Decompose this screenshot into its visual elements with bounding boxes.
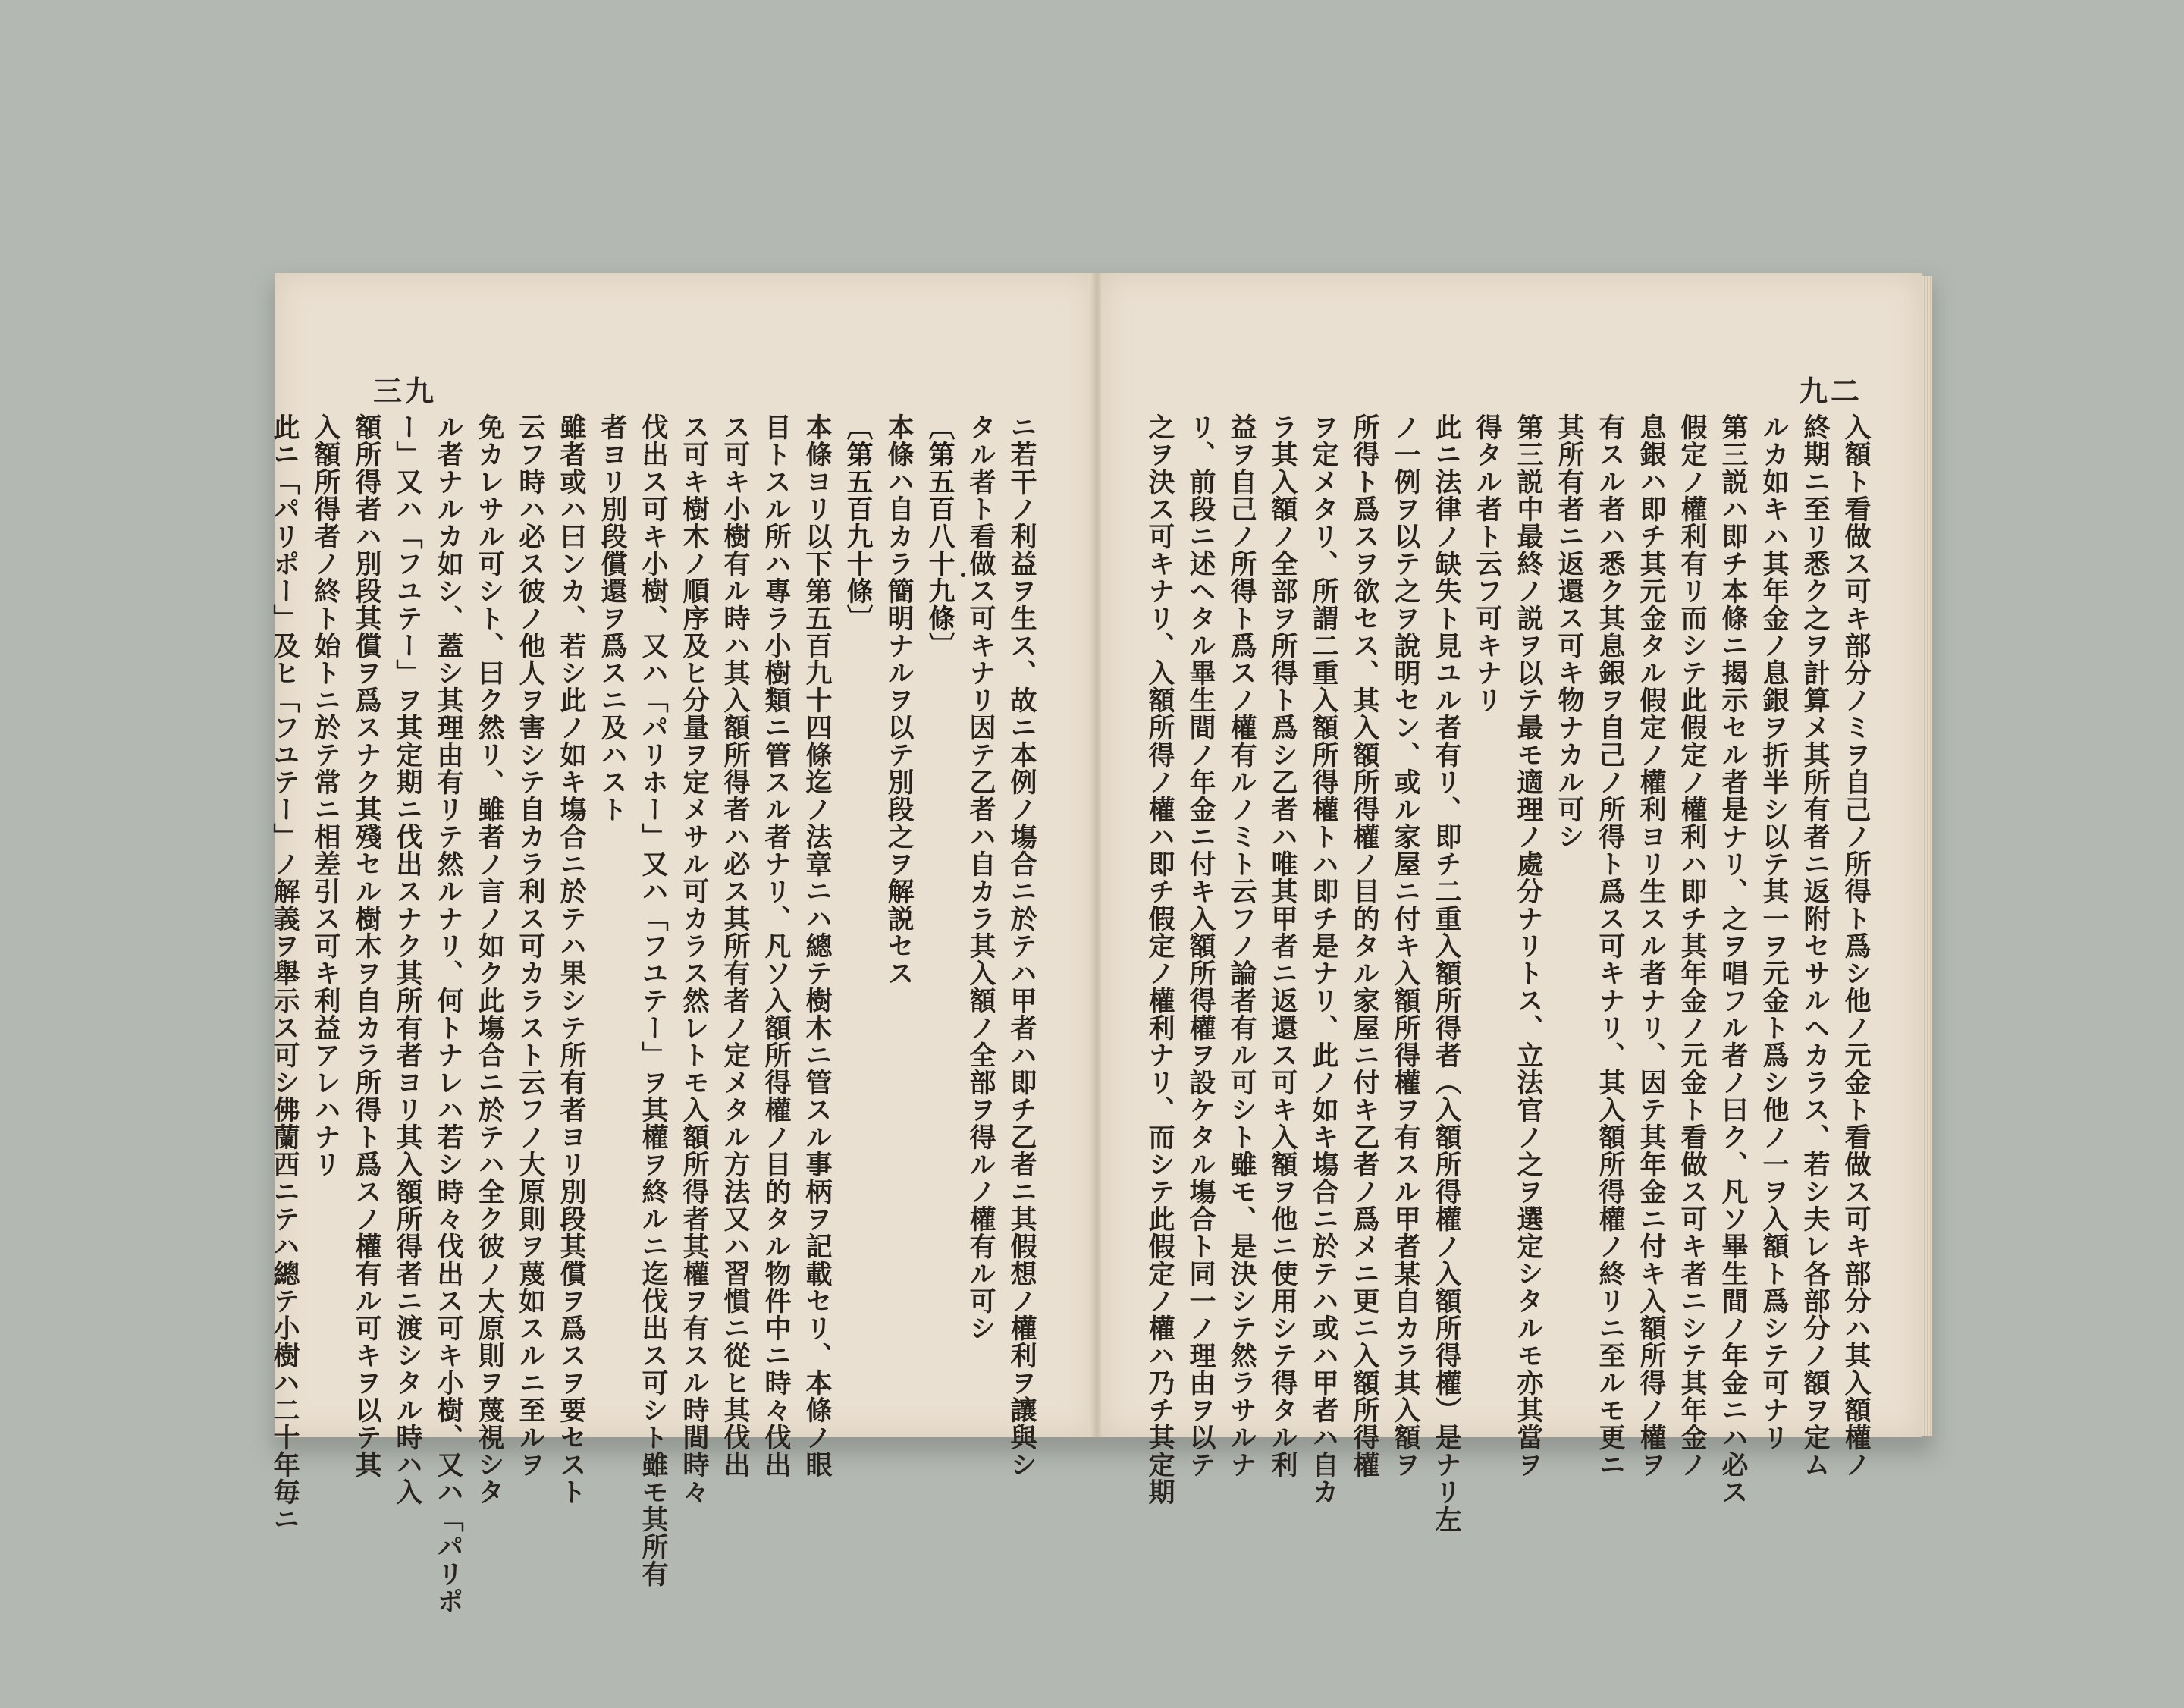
text-column: 本條ヨリ以下第五百九十四條迄ノ法章ニハ總テ樹木ニ管スル事柄ヲ記載セリ、本條ノ眼 <box>802 413 833 1478</box>
left-page <box>269 273 1096 1615</box>
text-column: 入額ト看做ス可キ部分ノミヲ自己ノ所得ト爲シ他ノ元金ト看做ス可キ部分ハ其入額權ノ <box>1840 413 1872 1478</box>
article-heading: 〔第五百九十條〕 <box>843 413 874 632</box>
text-column: 息銀ハ即チ其元金タル假定ノ權利ヨリ生スル者ナリ、因テ其年金ニ付キ入額所得ノ權ヲ <box>1636 413 1667 1478</box>
text-column: 此ニ法律ノ缺失ト見ユル者有リ、即チ二重入額所得者（入額所得權ノ入額所得權）是ナリ左 <box>1431 413 1462 1533</box>
text-column: ー」又ハ「フユテー」ヲ其定期ニ伐出スナク其所有者ヨリ其入額所得者ニ渡シタル時ハ入 <box>392 413 423 1505</box>
text-column: 額所得者ハ別段其償ヲ爲スナク其殘セル樹木ヲ自カラ所得ト爲スノ權有ル可キヲ以テ其 <box>351 413 382 1478</box>
right-page <box>1101 273 1922 1533</box>
right-page-number: 九二 <box>1799 374 1863 408</box>
text-column: 者ヨリ別段償還ヲ爲スニ及ハスト <box>597 413 628 823</box>
right-page-text <box>1133 413 1876 1533</box>
text-column: 雖者或ハ曰ンカ、若シ此ノ如キ塲合ニ於テハ果シテ所有者ヨリ別段其償ヲ爲スヲ要セスト <box>556 413 587 1505</box>
text-column: 得タル者ト云フ可キナリ <box>1472 413 1503 714</box>
text-column: 云フ時ハ必ス彼ノ他人ヲ害シテ自カラ利ス可カラスト云フノ大原則ヲ蔑如スルニ至ルヲ <box>515 413 546 1478</box>
text-column: 第三説中最終ノ説ヲ以テ最モ適理ノ處分ナリトス、立法官ノ之ヲ選定シタルモ亦其當ヲ <box>1513 413 1544 1478</box>
text-column: ニ若干ノ利益ヲ生ス、故ニ本例ノ塲合ニ於テハ甲者ハ即チ乙者ニ其假想ノ權利ヲ讓與シ <box>1006 413 1037 1478</box>
text-column: ル者ナルカ如シ、蓋シ其理由有リテ然ルナリ、何トナレハ若シ時々伐出ス可キ小樹、又ハ「パリポ <box>433 413 464 1615</box>
text-column: 之ヲ決ス可キナリ、入額所得ノ權ハ即チ假定ノ權利ナリ、而シテ此假定ノ權ハ乃チ其定期 <box>1144 413 1175 1505</box>
text-column: ラ其入額ノ全部ヲ所得ト爲シ乙者ハ唯其甲者ニ返還ス可キ入額ヲ他ニ使用シテ得タル利 <box>1267 413 1298 1478</box>
text-column: 本條ハ自カラ簡明ナルヲ以テ別段之ヲ解説セス <box>883 413 915 987</box>
text-column: 其所有者ニ返還ス可キ物ナカル可シ <box>1554 413 1585 850</box>
text-column: 終期ニ至リ悉ク之ヲ計算メ其所有者ニ返附セサルヘカラス、若シ夫レ各部分ノ額ヲ定ム <box>1800 413 1831 1478</box>
text-column: ス可キ樹木ノ順序及ヒ分量ヲ定メサル可カラス然レトモ入額所得者其權ヲ有スル時間時々 <box>679 413 710 1505</box>
text-column: ヲ定メタリ、所謂二重入額所得權トハ即チ是ナリ、此ノ如キ塲合ニ於テハ或ハ甲者ハ自カ <box>1308 413 1339 1505</box>
text-column: 第三説ハ即チ本條ニ揭示セル者是ナリ、之ヲ唱フル者ノ曰ク、凡ソ畢生間ノ年金ニハ必ス <box>1718 413 1749 1505</box>
text-column: 所得ト爲スヲ欲セス、其入額所得權ノ目的タル家屋ニ付キ乙者ノ爲メニ更ニ入額所得權 <box>1349 413 1380 1478</box>
left-page-number: 三九 <box>373 374 438 408</box>
left-page-text <box>269 413 1042 1615</box>
text-column: 伐出ス可キ小樹、又ハ「パリホー」又ハ「フユテー」ヲ其權ヲ終ルニ迄伐出ス可シト雖モ其所有 <box>638 413 669 1587</box>
article-heading: 〔第五百八十九條〕 <box>924 413 956 659</box>
text-column: ルカ如キハ其年金ノ息銀ヲ折半シ以テ其一ヲ元金ト爲シ他ノ一ヲ入額ト爲シテ可ナリ <box>1759 413 1790 1451</box>
text-column: タル者ト看做ス可キナリ因テ乙者ハ自カラ其入額ノ全部ヲ得ルノ權有ル可シ <box>965 413 996 1342</box>
text-column: 入額所得者ノ終ト始トニ於テ常ニ相差引ス可キ利益アレハナリ <box>310 413 341 1178</box>
page-edges <box>1922 276 1932 1436</box>
text-column: ノ一例ヲ以テ之ヲ說明セン、或ル家屋ニ付キ入額所得權ヲ有スル甲者某自カラ其入額ヲ <box>1390 413 1421 1478</box>
text-column: 益ヲ自己ノ所得ト爲スノ權有ルノミト云フノ論者有ル可シト雖モ、是決シテ然ラサルナ <box>1226 413 1257 1478</box>
text-column: 目トスル所ハ專ラ小樹類ニ管スル者ナリ、凡ソ入額所得權ノ目的タル物件中ニ時々伐出 <box>761 413 792 1478</box>
text-column: 免カレサル可シト、曰ク然リ、雖者ノ言ノ如ク此塲合ニ於テハ全ク彼ノ大原則ヲ蔑視シタ <box>474 413 505 1505</box>
text-column: ス可キ小樹有ル時ハ其入額所得者ハ必ス其所有者ノ定メタル方法又ハ習慣ニ從ヒ其伐出 <box>720 413 751 1478</box>
text-column: 此ニ「パリポー」及ヒ「フユテー」ノ解義ヲ舉示ス可シ佛蘭西ニテハ總テ小樹ハ二十年毎ニ <box>269 413 300 1533</box>
text-column: リ、前段ニ述ヘタル畢生間ノ年金ニ付キ入額所得權ヲ設ケタル塲合ト同一ノ理由ヲ以テ <box>1185 413 1216 1478</box>
text-column: 假定ノ權利有リ而シテ此假定ノ權利ハ即チ其年金ノ元金ト看做ス可キ者ニシテ其年金ノ <box>1677 413 1708 1478</box>
text-column: 有スル者ハ悉ク其息銀ヲ自己ノ所得ト爲ス可キナリ、其入額所得權ノ終リニ至ルモ更ニ <box>1595 413 1626 1478</box>
